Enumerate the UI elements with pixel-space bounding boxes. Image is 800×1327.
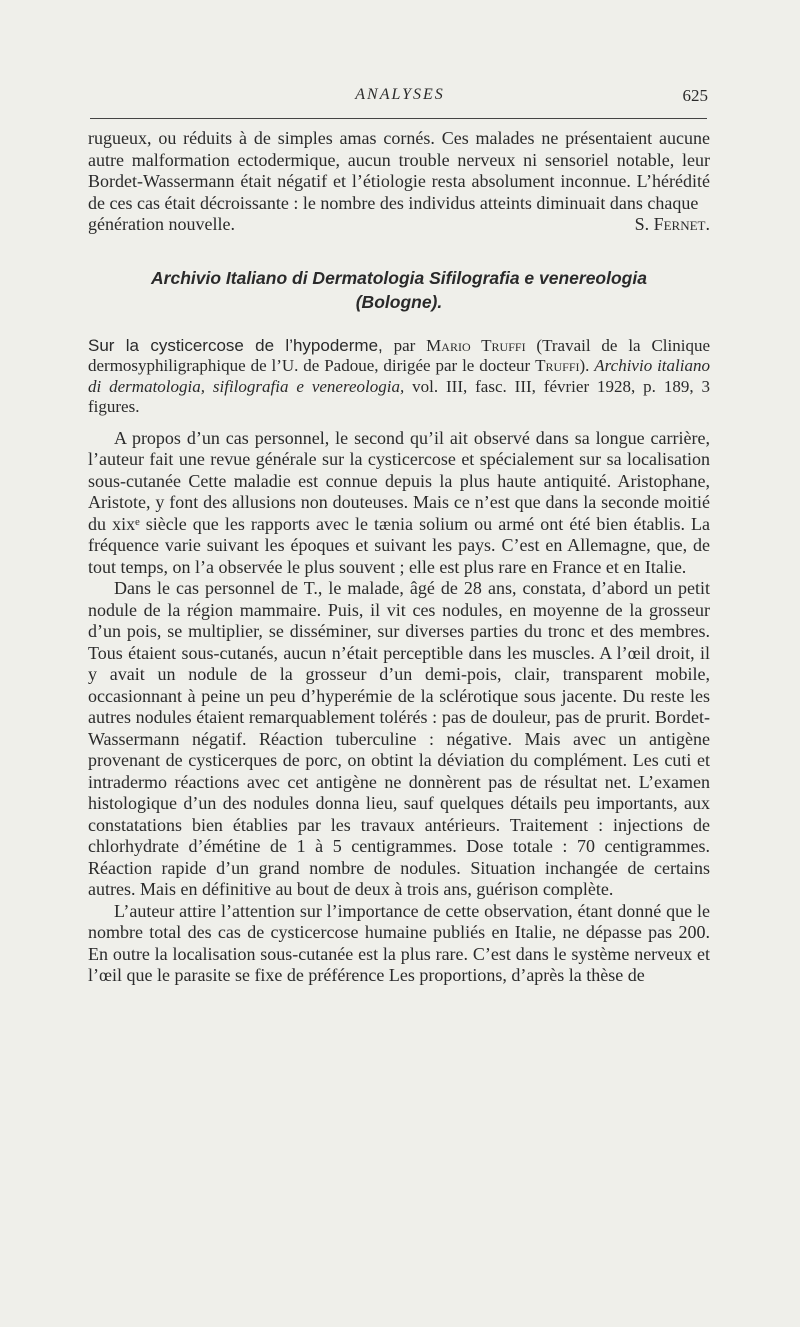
journal-title-line1: Archivio Italiano di Dermatologia Sifilografia e venereologia — [151, 267, 647, 288]
article-author: Mario Truffi — [426, 335, 526, 355]
intro-closing-line — [88, 214, 710, 236]
running-title: ANALYSES — [355, 86, 445, 103]
article-heading — [88, 336, 710, 418]
article-journal-ref: Archivio italiano di dermatologia, sifilografia e venereologia, — [88, 356, 710, 396]
article-details-2: ). — [579, 356, 595, 375]
header-rule — [90, 118, 707, 119]
paragraph-conclusion: L’auteur attire l’attention sur l’importance de cette observation, étant donné que le nombre total des cas de cysticercose humaine publiés en Italie, ne dépasse pas 200. En outre la localisation sous-cutanée est la plus rare. C’est dans le système nerveux et l’œil que le parasite se fixe de préférence Les proportions, d’après la thèse de — [88, 900, 710, 985]
journal-title-line2: (Bologne). — [355, 291, 443, 312]
article-par: par — [382, 335, 427, 355]
page-header — [90, 86, 710, 110]
article-details-3: vol. III, fasc. III, février 1928, p. 189, 3 figures. — [88, 376, 710, 416]
intro-paragraph: rugueux, ou réduits à de simples amas cornés. Ces malades ne présentaient aucune autre malformation ectodermique, aucun trouble nerveux ni sensoriel notable, leur Bordet-Wassermann était négatif et l’étiologie resta absolument inconnue. L’hérédité de ces cas était décroissante : le nombre des individus atteints diminuait dans chaque — [88, 128, 710, 213]
article-details-1: (Travail de la Clinique dermosyphiligraphique de l’U. de Padoue, dirigée par le docteur — [88, 335, 711, 375]
journal-title — [88, 266, 710, 314]
paragraph-history: A propos d’un cas personnel, le second qu’il ait observé dans sa longue carrière, l’auteur fait une revue générale sur la cysticercose et spécialement sur sa localisation sous-cutanée Cette maladie est connue depuis la plus haute antiquité. Aristophane, Aristote, y font des allusions non douteuses. Mais ce n’est que dans la seconde moitié du xixᵉ siècle que les rapports avec le tænia solium ou armé ont été bien établis. La fréquence varie suivant les époques et suivant les pays. C’est en Allemagne, que, de tout temps, on l’a observée le plus souvent ; elle est plus rare en France et en Italie. — [88, 427, 710, 577]
article-author-short: Truffi — [535, 356, 580, 375]
article-title: Sur la cysticercose de l’hypoderme, — [88, 335, 383, 355]
intro-signature: S. Fernet. — [634, 214, 710, 234]
body-text — [88, 128, 710, 987]
intro-last-line: génération nouvelle. — [88, 214, 235, 234]
paragraph-case: Dans le cas personnel de T., le malade, âgé de 28 ans, constata, d’abord un petit nodule de la région mammaire. Puis, il vit ces nodules, en moyenne de la grosseur d’un pois, se multiplier, se disséminer, sur diverses parties du tronc et des membres. Tous étaient sous-cutanés, aucun n’était perceptible dans les muscles. A l’œil droit, il y avait un nodule de la grosseur d’un demi-pois, clair, transparent mobile, occasionnant à peine un peu d’hyperémie de la sclérotique sous jacente. Du reste les autres nodules étaient remarquablement tolérés : pas de douleur, pas de prurit. Bordet-Wassermann négatif. Réaction tuberculine : négative. Mais avec un antigène provenant de cysticerques de porc, on obtint la déviation du complément. Les cuti et intradermo réactions avec cet antigène ne donnèrent pas de résultat net. L’examen histologique d’un des nodules donna lieu, sauf quelques détails peu importants, aux constatations bien établies par les travaux antérieurs. Traitement : injections de chlorhydrate d’émétine de 1 à 5 centigrammes. Dose totale : 70 centigrammes. Réaction rapide d’un grand nombre de nodules. Situation inchangée de certains autres. Mais en définitive au bout de deux à trois ans, guérison complète. — [88, 578, 710, 899]
page-number: 625 — [682, 86, 708, 105]
